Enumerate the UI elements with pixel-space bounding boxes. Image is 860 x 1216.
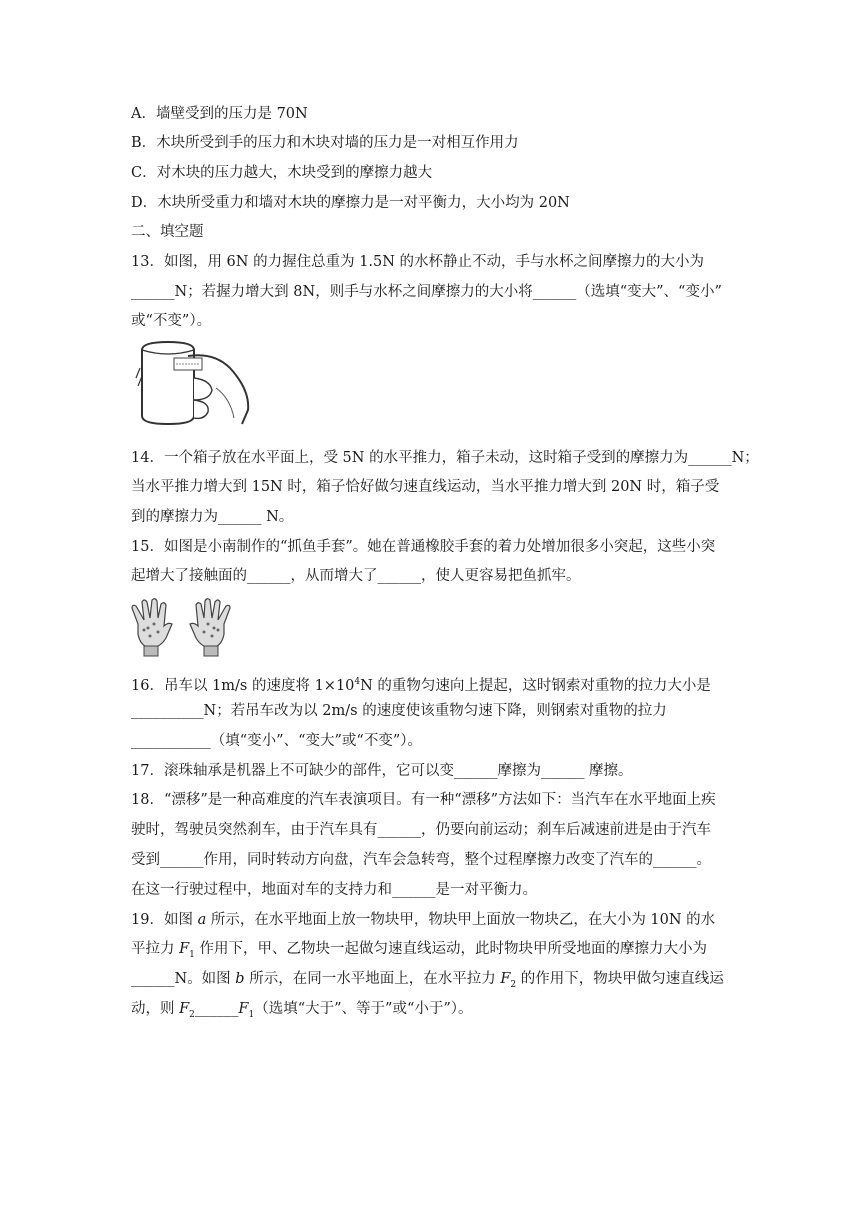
q19-l1b: 所示，在水平地面上放一物块甲，物块甲上面放一物块乙，在大小为 10N 的水 <box>206 912 716 928</box>
answer-blank: ______ <box>194 1001 239 1017</box>
q19-l2b: 作用下，甲、乙物块一起做匀速直线运动，此时物块甲所受地面的摩擦力大小为 <box>194 941 708 957</box>
figure-a-label: a <box>197 912 207 928</box>
option-c: C．对木块的压力越大，木块受到的摩擦力越大 <box>131 165 433 181</box>
gloves-figure <box>128 594 234 662</box>
q19-line-3 <box>131 969 724 995</box>
q19-l3b: 所示，在同一水平地面上，在水平拉力 <box>244 971 501 987</box>
q15-line-1: 15．如图是小南制作的“抓鱼手套”。她在普通橡胶手套的着力处增加很多小突起，这些小突 <box>131 539 716 555</box>
q19-line-4 <box>131 999 473 1025</box>
q19-line-1 <box>131 910 715 930</box>
q19-l4a: 动，则 <box>131 1001 180 1017</box>
force-subscript: 2 <box>189 1009 195 1020</box>
q19-l4c: （选填“大于”、等于”或“小于”）。 <box>254 1001 473 1017</box>
force-subscript: 1 <box>248 1009 255 1020</box>
q17-line-1: 17．滚珠轴承是机器上不可缺少的部件，它可以变______摩擦为______ 摩擦。 <box>131 763 633 779</box>
q16-line-1-a: 16．吊车以 1m/s 的速度将 1×10 <box>131 677 355 694</box>
q18-line-1: 18．“漂移”是一种高难度的汽车表演项目。有一种“漂移”方法如下：当汽车在水平地面上疾 <box>131 792 716 808</box>
figure-b-label: b <box>235 971 245 987</box>
cup-in-hand-figure <box>130 338 254 428</box>
option-a: A．墙壁受到的压力是 70N <box>131 106 308 122</box>
q16-line-3: ___________（填“变小”、“变大”或“不变”）。 <box>131 733 422 749</box>
q19-l1a: 19．如图 <box>131 912 198 928</box>
q19-line-2 <box>131 939 707 965</box>
q14-line-2: 当水平推力增大到 15N 时，箱子恰好做匀速直线运动，当水平推力增大到 20N 时，箱子受 <box>131 479 720 495</box>
q18-line-3: 受到______作用，同时转动方向盘，汽车会急转弯，整个过程摩擦力改变了汽车的______。 <box>131 852 711 868</box>
q18-line-2: 驶时，驾驶员突然刹车，由于汽车具有______，仍要向前运动；刹车后减速前进是由于汽车 <box>131 822 711 838</box>
q18-line-4: 在这一行驶过程中，地面对车的支持力和______是一对平衡力。 <box>131 882 537 898</box>
q16-line-1 <box>131 672 711 696</box>
q19-l3c: 的作用下，物块甲做匀速直线运 <box>516 971 724 987</box>
q14-line-1: 14．一个箱子放在水平面上，受 5N 的水平推力，箱子未动，这时箱子受到的摩擦力为______N； <box>131 450 759 466</box>
option-b: B．木块所受到手的压力和木块对墙的压力是一对相互作用力 <box>131 135 519 151</box>
q16-line-2: __________N；若吊车改为以 2m/s 的速度使该重物匀速下降，则钢索对重物的拉力 <box>131 703 667 719</box>
force-symbol: F <box>179 941 190 957</box>
force-subscript: 2 <box>510 979 517 990</box>
q14-line-3: 到的摩擦力为______ N。 <box>131 509 294 525</box>
option-d: D．木块所受重力和墙对木块的摩擦力是一对平衡力，大小均为 20N <box>131 195 570 211</box>
q13-line-2: ______N；若握力增大到 8N，则手与水杯之间摩擦力的大小将______（选填“变大”、“变小” <box>131 284 722 300</box>
q13-line-1: 13．如图，用 6N 的力握住总重为 1.5N 的水杯静止不动，手与水杯之间摩擦力的大小为 <box>131 254 705 270</box>
section-title: 二、填空题 <box>131 224 204 240</box>
force-subscript: 1 <box>189 949 195 960</box>
q19-l2a: 平拉力 <box>131 941 180 957</box>
force-symbol: F <box>500 971 511 987</box>
q19-l3a: ______N。如图 <box>131 971 236 987</box>
q15-line-2: 起增大了接触面的______，从而增大了______，使人更容易把鱼抓牢。 <box>131 568 581 584</box>
q16-line-1-b: N 的重物匀速向上提起，这时钢索对重物的拉力大小是 <box>360 677 711 694</box>
exponent: 4 <box>354 677 361 687</box>
force-symbol: F <box>238 1001 249 1017</box>
force-symbol: F <box>179 1001 190 1017</box>
q13-line-3: 或“不变”）。 <box>131 313 212 329</box>
